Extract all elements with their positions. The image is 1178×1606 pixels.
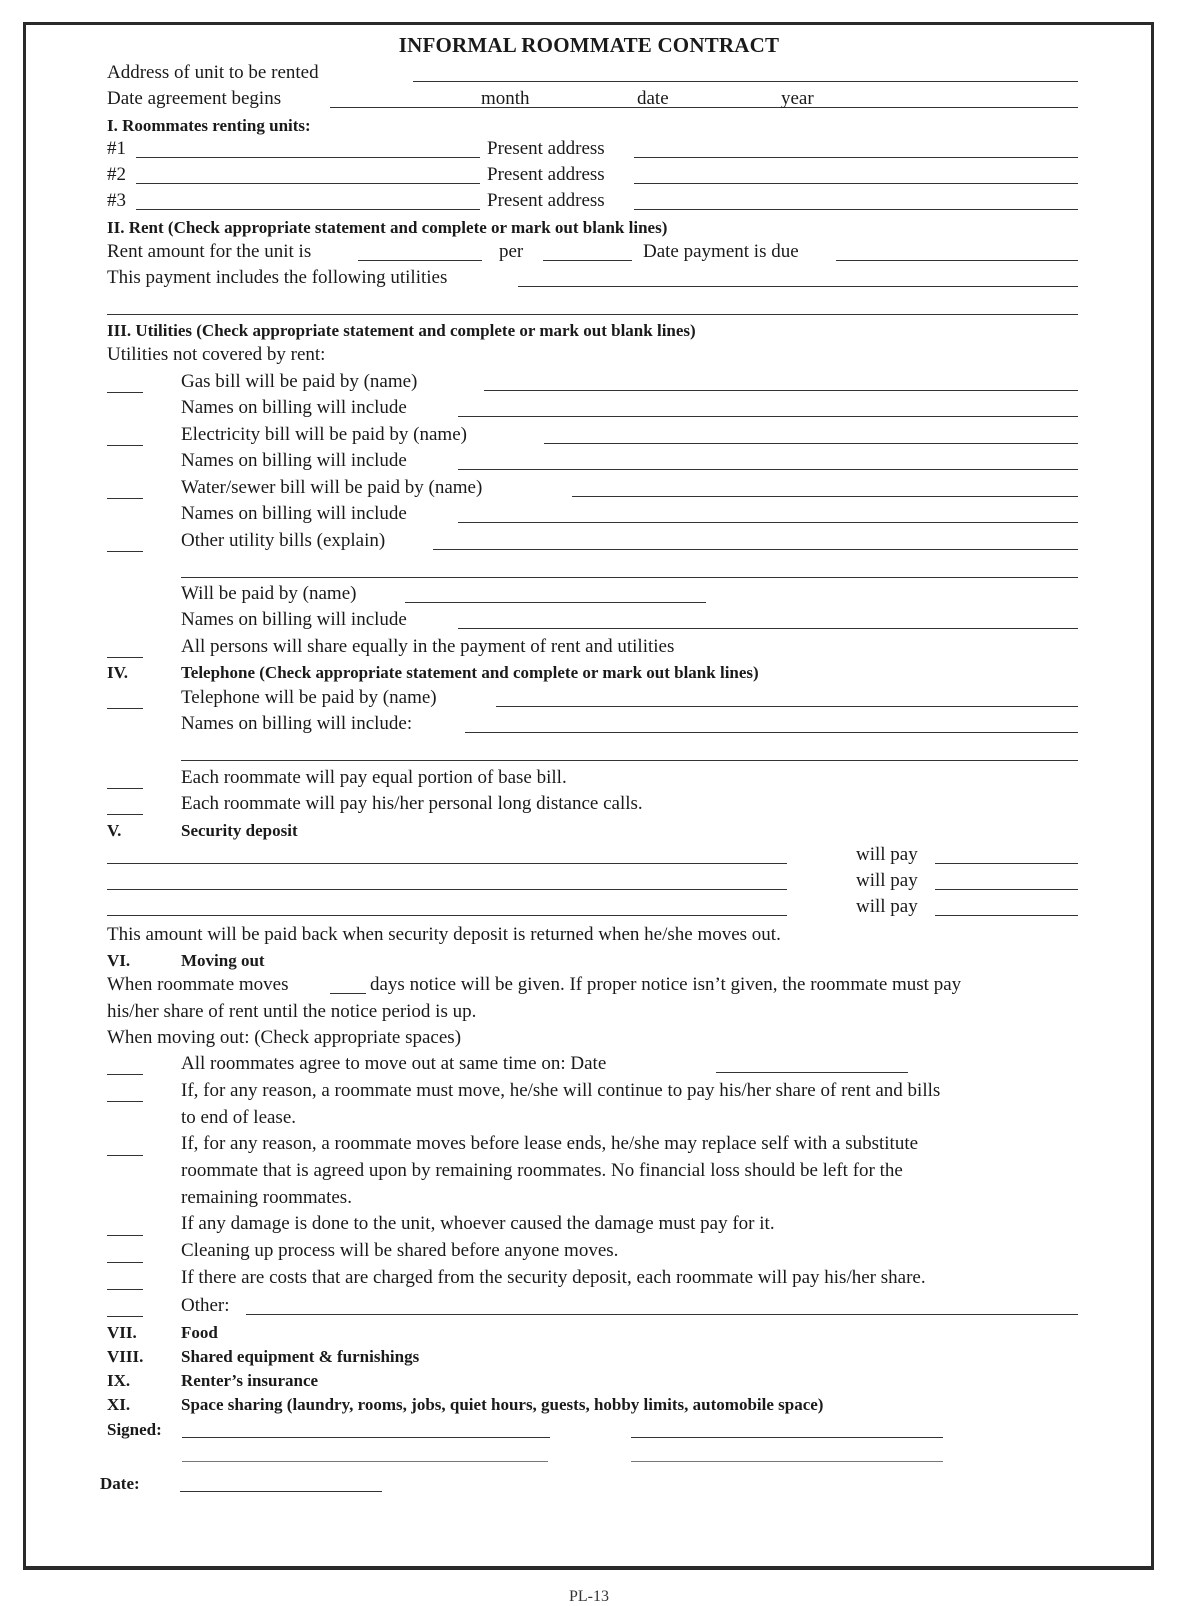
electric-names-field[interactable] [458, 469, 1078, 470]
section-2-heading: II. Rent (Check appropriate statement and complete or mark out blank lines) [107, 218, 668, 237]
signature-field-3[interactable] [182, 1461, 548, 1462]
notice-text-a: When roommate moves [107, 974, 289, 995]
water-payer-field[interactable] [572, 496, 1078, 497]
year-hint: year [781, 88, 814, 109]
deposit-costs-label: If there are costs that are charged from the security deposit, each roommate will pay his/her share. [181, 1267, 926, 1288]
month-hint: month [481, 88, 530, 109]
section-6-num: VI. [107, 951, 131, 970]
deposit-name-field-2[interactable] [107, 889, 787, 890]
deposit-amount-field-3[interactable] [935, 915, 1078, 916]
page-number: PL-13 [569, 1588, 609, 1605]
included-utilities-field[interactable] [518, 286, 1078, 287]
other-names-label: Names on billing will include [181, 609, 407, 630]
water-label: Water/sewer bill will be paid by (name) [181, 477, 483, 498]
moving-out-intro: When moving out: (Check appropriate spaces) [107, 1027, 462, 1048]
other-utility-field[interactable] [433, 549, 1078, 550]
electric-label: Electricity bill will be paid by (name) [181, 424, 467, 445]
share-equally-checkbox[interactable] [107, 657, 143, 658]
signature-field-1[interactable] [182, 1437, 550, 1438]
water-names-field[interactable] [458, 522, 1078, 523]
date-begins-field[interactable] [330, 107, 1078, 108]
move-date-field[interactable] [716, 1072, 908, 1073]
will-pay-label-3: will pay [856, 896, 918, 917]
water-checkbox[interactable] [107, 498, 143, 499]
continue-pay-checkbox[interactable] [107, 1101, 143, 1102]
roommate-2-address-field[interactable] [634, 183, 1078, 184]
roommate-1-num: #1 [107, 138, 126, 159]
address-field[interactable] [413, 81, 1078, 82]
roommate-2-num: #2 [107, 164, 126, 185]
date-hint: date [637, 88, 669, 109]
telephone-names-field[interactable] [465, 732, 1078, 733]
rent-amount-label: Rent amount for the unit is [107, 241, 312, 262]
deposit-amount-field-1[interactable] [935, 863, 1078, 864]
due-date-field[interactable] [836, 260, 1078, 261]
section-5-heading: Security deposit [181, 821, 298, 840]
rent-period-field[interactable] [543, 260, 632, 261]
signature-field-4[interactable] [631, 1461, 943, 1462]
section-4-heading: Telephone (Check appropriate statement and complete or mark out blank lines) [181, 663, 759, 682]
telephone-payer-label: Telephone will be paid by (name) [181, 687, 437, 708]
gas-payer-field[interactable] [484, 390, 1078, 391]
deposit-amount-field-2[interactable] [935, 889, 1078, 890]
will-pay-label-1: will pay [856, 844, 918, 865]
section-8-label: Shared equipment & furnishings [181, 1347, 420, 1366]
gas-names-label: Names on billing will include [181, 397, 407, 418]
other-names-field[interactable] [458, 628, 1078, 629]
included-utilities-label: This payment includes the following utilities [107, 267, 448, 288]
address-label: Address of unit to be rented [107, 62, 319, 83]
roommate-3-address-label: Present address [487, 190, 605, 211]
other-field[interactable] [246, 1314, 1078, 1315]
section-7-label: Food [181, 1323, 218, 1342]
section-5-num: V. [107, 821, 122, 840]
substitute-line-1: If, for any reason, a roommate moves before lease ends, he/she may replace self with a substitute [181, 1133, 919, 1154]
equal-base-checkbox[interactable] [107, 788, 143, 789]
date-sign-label: Date: [100, 1474, 140, 1493]
water-names-label: Names on billing will include [181, 503, 407, 524]
date-sign-field[interactable] [180, 1491, 382, 1492]
electric-checkbox[interactable] [107, 445, 143, 446]
long-distance-checkbox[interactable] [107, 814, 143, 815]
section-8-num: VIII. [107, 1347, 144, 1366]
will-pay-label-2: will pay [856, 870, 918, 891]
notice-days-field[interactable] [330, 993, 366, 994]
section-11-label: Space sharing (laundry, rooms, jobs, quiet hours, guests, hobby limits, automobile space) [181, 1395, 824, 1414]
continue-pay-line-1: If, for any reason, a roommate must move, he/she will continue to pay his/her share of rent and bills [181, 1080, 941, 1101]
utilities-intro: Utilities not covered by rent: [107, 344, 326, 365]
telephone-names-label: Names on billing will include: [181, 713, 413, 734]
damage-checkbox[interactable] [107, 1235, 143, 1236]
deposit-name-field-3[interactable] [107, 915, 787, 916]
other-checkbox[interactable] [107, 1316, 143, 1317]
section-6-heading: Moving out [181, 951, 265, 970]
roommate-2-name-field[interactable] [136, 183, 480, 184]
roommate-3-address-field[interactable] [634, 209, 1078, 210]
other-paid-by-field[interactable] [405, 602, 706, 603]
damage-label: If any damage is done to the unit, whoever caused the damage must pay for it. [181, 1213, 775, 1234]
deposit-note: This amount will be paid back when security deposit is returned when he/she moves out. [107, 924, 781, 945]
roommate-3-name-field[interactable] [136, 209, 480, 210]
notice-text-b: days notice will be given. If proper notice isn’t given, the roommate must pay [370, 974, 962, 995]
substitute-line-3: remaining roommates. [181, 1187, 352, 1208]
section-11-num: XI. [107, 1395, 131, 1414]
per-label: per [499, 241, 524, 262]
gas-names-field[interactable] [458, 416, 1078, 417]
section-4-num: IV. [107, 663, 128, 682]
other-utility-field-2[interactable] [181, 577, 1078, 578]
section-7-num: VII. [107, 1323, 137, 1342]
section-9-num: IX. [107, 1371, 131, 1390]
notice-text-c: his/her share of rent until the notice period is up. [107, 1001, 477, 1022]
other-utility-label: Other utility bills (explain) [181, 530, 386, 551]
signed-label: Signed: [107, 1420, 162, 1439]
roommate-1-address-label: Present address [487, 138, 605, 159]
deposit-costs-checkbox[interactable] [107, 1289, 143, 1290]
cleaning-label: Cleaning up process will be shared before anyone moves. [181, 1240, 619, 1261]
telephone-payer-field[interactable] [496, 706, 1078, 707]
move-same-time-label: All roommates agree to move out at same time on: Date [181, 1053, 607, 1074]
section-9-label: Renter’s insurance [181, 1371, 319, 1390]
roommate-2-address-label: Present address [487, 164, 605, 185]
deposit-name-field-1[interactable] [107, 863, 787, 864]
roommate-1-name-field[interactable] [136, 157, 480, 158]
electric-payer-field[interactable] [544, 443, 1078, 444]
equal-base-label: Each roommate will pay equal portion of base bill. [181, 767, 567, 788]
other-utility-checkbox[interactable] [107, 551, 143, 552]
telephone-payer-checkbox[interactable] [107, 708, 143, 709]
electric-names-label: Names on billing will include [181, 450, 407, 471]
section-1-heading: I. Roommates renting units: [107, 116, 311, 135]
rent-amount-field[interactable] [358, 260, 482, 261]
gas-label: Gas bill will be paid by (name) [181, 371, 418, 392]
continue-pay-line-2: to end of lease. [181, 1107, 297, 1128]
other-paid-by-label: Will be paid by (name) [181, 583, 357, 604]
share-equally-label: All persons will share equally in the payment of rent and utilities [181, 636, 675, 657]
roommate-3-num: #3 [107, 190, 126, 211]
roommate-1-address-field[interactable] [634, 157, 1078, 158]
telephone-names-field-2[interactable] [181, 760, 1078, 761]
date-begins-label: Date agreement begins [107, 88, 282, 109]
other-label: Other: [181, 1295, 230, 1316]
due-date-label: Date payment is due [643, 241, 799, 262]
signature-field-2[interactable] [631, 1437, 943, 1438]
page-title: INFORMAL ROOMMATE CONTRACT [398, 33, 780, 57]
substitute-line-2: roommate that is agreed upon by remaining roommates. No financial loss should be left for the [181, 1160, 903, 1181]
gas-checkbox[interactable] [107, 392, 143, 393]
section-3-heading: III. Utilities (Check appropriate statement and complete or mark out blank lines) [107, 321, 696, 340]
move-same-time-checkbox[interactable] [107, 1074, 143, 1075]
substitute-checkbox[interactable] [107, 1155, 143, 1156]
included-utilities-field-2[interactable] [107, 314, 1078, 315]
long-distance-label: Each roommate will pay his/her personal long distance calls. [181, 793, 643, 814]
cleaning-checkbox[interactable] [107, 1262, 143, 1263]
